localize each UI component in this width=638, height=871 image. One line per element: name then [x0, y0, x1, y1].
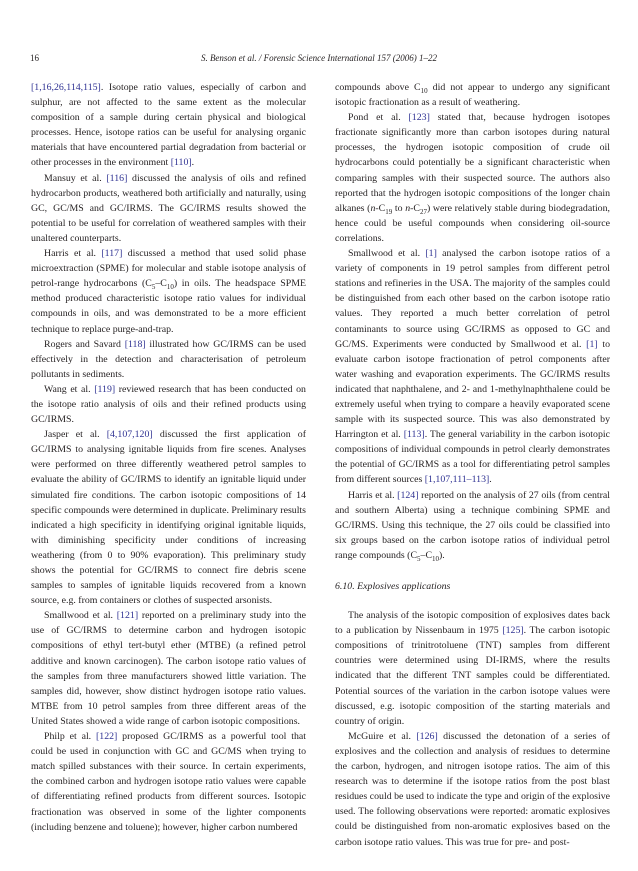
citation-link[interactable]: [123] — [408, 112, 430, 124]
paragraph — [335, 80, 610, 110]
text-run: ). — [439, 549, 445, 561]
text-run: did not appear to undergo any significant isotopic fractionation as a result of weathering. — [335, 82, 610, 109]
text-run: –C — [155, 278, 167, 290]
text-run: Harris et al. — [44, 248, 102, 260]
text-run: reported on a preliminary study into the use of GC/IRMS to determine carbon and hydrogen isotopic compositions of ethyl tert-butyl ether (MTBE) (a refined petrol additive and known carcinogen). The carbon isotope ratio values of the samples from three manufacturers showed little variation. The samples did, however, show distinct hydrogen isotope ratio values. MTBE from 10 petrol samples from three different areas of the United States showed a wide range of carbon isotopic compositions. — [31, 610, 306, 727]
citation-link[interactable]: [124] — [397, 489, 419, 501]
italic-text: n — [405, 202, 411, 214]
citation-link[interactable]: [117] — [101, 248, 123, 260]
text-run: Pond et al. — [348, 112, 409, 124]
citation-link[interactable]: [1] — [586, 338, 598, 350]
text-run: -C — [375, 202, 386, 214]
text-run: -C — [410, 202, 420, 214]
text-run: . The general variability in the carbon isotopic compositions of individual compounds in petrol clearly demonstrates the potential of GC/IRMS as a tool for differentiating petrol samples from different sources — [335, 429, 610, 486]
citation-link[interactable]: [119] — [94, 383, 116, 395]
citation-link[interactable]: [110] — [170, 157, 192, 169]
text-run: discussed the detonation of a series of explosives and the collection and analysis of residues to determine the carbon, hydrogen, and nitrogen isotope ratios. The aim of this research was to determine if the isotope ratios from the post blast residues could be used to indicate the type and origin of the explosive used. The following observations were reported: aromatic explosives could be distinguished from non-aromatic explosives based on the carbon isotope ratio values. This was true for pre- and post- — [335, 730, 611, 848]
left-column — [31, 80, 306, 835]
text-run: Harris et al. — [348, 489, 398, 501]
text-run: Smallwood et al. — [348, 248, 426, 260]
text-run: to — [392, 202, 406, 214]
text-run: to evaluate carbon isotope fractionation of petrol components after water washing and evaporation experiments. The GC/IRMS results indicated that naphthalene, and 2- and 1-methylnaphthalene could be extremely useful when trying to compare a heavily evaporated scene sample with its suspected source. This was also demonstrated by Harrington et al. — [335, 338, 610, 441]
subscript: 27 — [419, 207, 427, 216]
text-run: discussed the analysis of oils and refined hydrocarbon products, weathered both artificially and naturally, using GC, GC/MS and GC/IRMS. The GC/IRMS results showed the potential to be useful for correlation of weathered samples with their unaltered counterparts. — [31, 172, 306, 244]
subscript: 10 — [432, 554, 440, 563]
running-title: S. Benson et al. / Forensic Science International 157 (2006) 1–22 — [200, 53, 438, 63]
paragraph — [335, 608, 610, 729]
text-run: Philp et al. — [44, 731, 96, 743]
paragraph — [31, 382, 306, 427]
subscript: 5 — [151, 283, 156, 292]
paragraph — [31, 608, 306, 729]
text-run: discussed the first application of GC/IRMS to analysing ignitable liquids from fire scenes. Analyses were performed on three differently weathered petrol samples to evaluate the ability of GC/IRMS to identify an ignitable liquid under simulated fire conditions. The carbon isotopic compositions of 14 specific compounds were determined in duplicate. Preliminary results indicated a high specificity in identifying original ignitable liquids, with diminishing specificity under conditions of increasing weathering (from 0 to 90% evaporation). This preliminary study shows the potential for GC/IRMS to connect fire debris scene samples to samples of ignitable liquids recovered from a known source, e.g. from containers or clothes of suspected arsonists. — [31, 429, 306, 607]
text-run: compounds above C — [335, 82, 421, 93]
citation-link[interactable]: [1,107,111–113] — [424, 474, 490, 486]
citation-link[interactable]: [121] — [116, 610, 139, 622]
subscript: 19 — [385, 207, 393, 216]
text-run: . — [489, 474, 492, 486]
paragraph — [335, 110, 610, 246]
text-run: proposed GC/IRMS as a powerful tool that could be used in conjunction with GC and GC/MS when trying to match spilled substances with their source. In certain experiments, the combined carbon and hydrogen isotope ratio values were capable of differentiating refined products from different sources. Isotopic fractionation was observed in some of the lighter components (including benzene and toluene); however, higher carbon numbered — [31, 731, 306, 833]
page-header — [30, 51, 608, 65]
subscript: 10 — [420, 86, 428, 95]
text-run: –C — [420, 549, 433, 561]
citation-link[interactable]: [1] — [425, 248, 437, 260]
paragraph — [31, 80, 306, 171]
text-run: analysed the carbon isotope ratios of a variety of components in 19 petrol samples from different petrol stations and refineries in the USA. The majority of the samples could be distinguished from each other based on the carbon isotope ratio values. They reported a much better correlation of petrol contaminants to source using GC/IRMS as opposed to GC and GC/MS. Experiments were conducted by Smallwood et al. — [335, 248, 610, 350]
right-column — [335, 80, 610, 850]
paragraph — [31, 729, 306, 835]
text-run: . Isotope ratio values, especially of carbon and sulphur, are not affected to the same extent as the molecular composition of a sample during certain physical and biological processes. Hence, isotope ratios can be useful for analysing organic materials that have encountered partial degradation from bacterial or other processes in the environment — [31, 82, 306, 169]
text-run: Mansuy et al. — [44, 172, 107, 184]
citation-link[interactable]: [116] — [106, 172, 128, 184]
paragraph — [335, 488, 610, 563]
text-run: Jasper et al. — [44, 429, 107, 441]
citation-link[interactable]: [125] — [502, 625, 524, 637]
section-heading: 6.10. Explosives applications — [335, 581, 451, 592]
citation-link[interactable]: [118] — [124, 338, 146, 350]
citation-link[interactable]: [122] — [96, 731, 118, 743]
text-run: ) in oils. The headspace SPME method produced characteristic isotope ratio values for individual compounds in oils, and was demonstrated to be a more efficient technique to replace purge-and-trap. — [31, 278, 306, 335]
text-run: The analysis of the isotopic composition of explosives dates back to a publication by Nissenbaum in 1975 — [335, 610, 610, 637]
text-run: Rogers and Savard — [44, 338, 125, 350]
paragraph — [31, 427, 306, 608]
text-run: stated that, because hydrogen isotopes fractionate significantly more than carbon isotopes during natural processes, the hydrogen isotopic composition of crude oil hydrocarbons could potentially be a significant characteristic when comparing samples with their suspected source. The authors also reported that the hydrogen isotopic compositions of the longer chain alkanes ( — [335, 112, 610, 214]
subscript: 10 — [166, 283, 174, 292]
text-run: Smallwood et al. — [44, 610, 117, 622]
paragraph — [31, 337, 306, 382]
page-number: 16 — [30, 53, 39, 63]
paragraph — [31, 171, 306, 246]
paragraph — [31, 246, 306, 337]
italic-text: n — [370, 202, 376, 214]
citation-link[interactable]: [113] — [403, 429, 425, 441]
citation-link[interactable]: [126] — [416, 730, 438, 742]
text-run: reviewed research that has been conducted on the isotope ratio analysis of oils and their refined products using GC/IRMS. — [31, 383, 306, 426]
citation-link[interactable]: [1,16,26,114,115] — [31, 82, 101, 93]
text-run: illustrated how GC/IRMS can be used effectively in the detection and characterisation of petroleum pollutants in sediments. — [31, 338, 306, 380]
text-run: McGuire et al. — [348, 730, 417, 742]
text-run: reported on the analysis of 27 oils (from central and southern Alberta) using a technique combining SPME and GC/IRMS. Using this technique, the 27 oils could be classified into six groups based on the carbon isotope ratios of individual petrol range compounds (C — [335, 489, 611, 561]
text-run: Wang et al. — [44, 383, 95, 395]
paragraph — [335, 729, 610, 850]
citation-link[interactable]: [4,107,120] — [106, 429, 153, 441]
text-run: discussed a method that used solid phase microextraction (SPME) for molecular and stable isotope analysis of petrol-range hydrocarbons (C — [31, 248, 306, 290]
subscript: 5 — [417, 554, 421, 563]
paragraph — [335, 246, 610, 488]
text-run: . The carbon isotopic compositions of trinitrotoluene (TNT) samples from different countries were determined using DI-IRMS, where the results indicated that the different TNT samples could be differentiated. Potential sources of the variation in the carbon isotope values were discussed, e.g. isotopic composition of the starting materials and country of origin. — [335, 625, 610, 727]
text-run: ) were relatively stable during biodegradation, hence could be useful compounds when considering oil-source correlations. — [335, 202, 610, 244]
text-run: . — [191, 157, 195, 169]
